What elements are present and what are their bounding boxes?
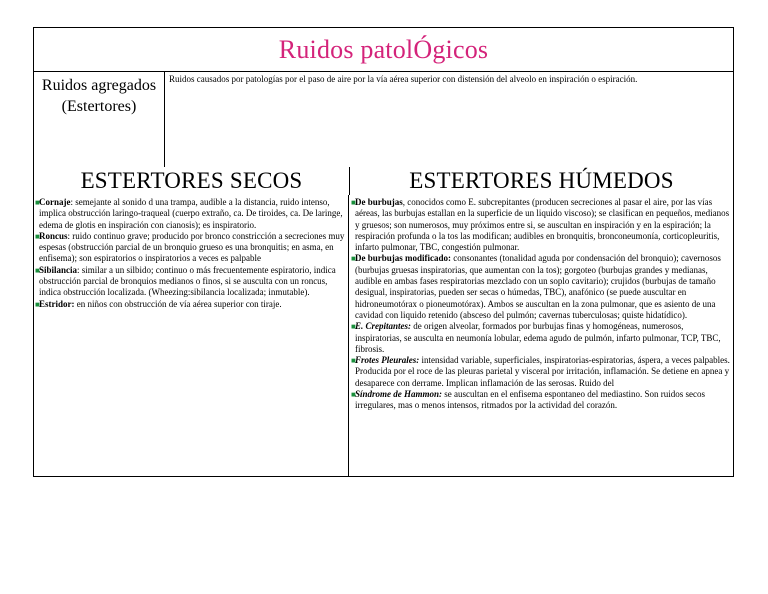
- item-term: Síndrome de Hammon:: [355, 389, 443, 400]
- item-term: De burbujas modificado:: [355, 253, 452, 264]
- title-row: [34, 28, 733, 72]
- document-table: [33, 27, 734, 477]
- list-item: [36, 299, 345, 310]
- list-item: [352, 389, 730, 412]
- header-secos: ESTERTORES SECOS: [34, 167, 350, 195]
- bullet-icon: ■: [351, 356, 356, 366]
- bullet-icon: ■: [351, 390, 356, 400]
- secos-column: [34, 195, 349, 476]
- bullet-icon: ■: [35, 299, 40, 309]
- item-term: Sibilancia: [39, 264, 78, 275]
- item-text: : semejante al sonido d una trampa, audible a la distancia, ruido intenso, implica obstrucción laringo-traqueal (cuerpo extraño, ca. De tiroides, ca. De laringe, edema de glotis en inspiración con cianosis); es inspiratorio.: [39, 197, 343, 230]
- item-text: : similar a un silbido; continuo o más frecuentemente espiratorio, indica obstrucción parcial de bronquios medianos o finos, si se ausculta con un roncus, indica obstrucción localizada. (Wheezing:sibilancia localizada; inmutable).: [39, 264, 336, 298]
- bullet-icon: ■: [35, 231, 40, 241]
- item-text: : ruido continuo grave; producido por bronco constricción a secreciones muy espesas (obstrucción parcial de un bronquio grueso es una bronquitis; en asma, en enfisema); son espiratorios o inspiratorios a veces es palpable: [39, 230, 345, 264]
- item-text: consonantes (tonalidad aguda por condensación del bronquio); cavernosos (burbujas gruesas inspiratorias, que aumentan con la tos); gorgoteo (burbujas grandes y medianas, audible en ambas fases respiratorias mezclado con un soplo cavitario); crujidos (burbujas de tamaño desigual, inspiratorias, pueden ser secas o húmedas, TBC), anafónico (se puede auscultar en hidroneumotórax o pioneumotórax). Ambos se auscultan en la zona pulmonar, que es asiento de una cavidad con liquido retenido (absceso del pulmón; cavernas tuberculosas; quiste hidatídico).: [355, 253, 721, 320]
- list-item: [36, 197, 345, 231]
- definition-label: Ruidos agregados (Estertores): [41, 77, 157, 115]
- header-humedos: ESTERTORES HÚMEDOS: [409, 168, 674, 193]
- list-item: [352, 253, 730, 321]
- list-item: [352, 197, 730, 253]
- content-columns: [34, 195, 733, 476]
- item-term: E. Crepitantes:: [355, 321, 412, 332]
- item-text: en niños con obstrucción de vía aérea superior con tiraje.: [74, 298, 282, 309]
- item-text: se auscultan en el enfisema espontaneo del mediastino. Son ruidos secos irregulares, mas o menos intensos, ritmados por la actividad del corazón.: [355, 389, 705, 411]
- bullet-icon: ■: [351, 254, 356, 264]
- definition-text-cell: Ruidos causados por patologías por el paso de aire por la vía aérea superior con distensión del alveolo en inspiración o espiración.: [169, 74, 638, 84]
- page-title: Ruidos patolÓgicos: [278, 34, 489, 64]
- definition-label-cell: [34, 71, 165, 167]
- column-headers: [34, 167, 733, 195]
- bullet-icon: ■: [351, 322, 356, 332]
- item-text: intensidad variable, superficiales, inspiratorias-espiratorias, áspera, a veces palpables. Producida por el roce de las pleuras parietal y visceral por irritación, inflamación. Se detiene en apnea y desaparece con derrame. Implican inflamación de las serosas. Ruido del: [355, 355, 730, 388]
- item-term: De burbujas: [355, 197, 403, 207]
- bullet-icon: ■: [35, 265, 40, 275]
- item-term: Cornaje: [39, 197, 71, 207]
- bullet-icon: ■: [351, 198, 356, 207]
- item-term: Roncus: [39, 230, 68, 241]
- bullet-icon: ■: [35, 198, 40, 207]
- item-text: , conocidos como E. subcrepitantes (producen secreciones al pasar el aire, por las vías aéreas, las burbujas estallan en la superficie de un liquido viscoso); se clasifican en pequeños, medianos y gruesos; son numerosos, muy próximos entre si, se auscultan en inspiración y en la espiración; la respiración profunda o la tos las modifican; audibles en bronquitis, bronconeumonía, corticopleuritis, infarto pulmonar, TBC, congestión pulmonar.: [355, 197, 730, 253]
- list-item: [352, 321, 730, 355]
- item-text: de origen alveolar, formados por burbujas finas y homogéneas, numerosos, inspiratorias, se ausculta en neumonía lobular, edema agudo de pulmón, infarto pulmonar, TCP, TBC, fibrosis.: [355, 321, 721, 354]
- list-item: [352, 355, 730, 389]
- humedos-column: [350, 195, 733, 476]
- list-item: [36, 265, 345, 299]
- list-item: [36, 231, 345, 265]
- item-term: Estridor:: [39, 298, 75, 309]
- item-term: Frotes Pleurales:: [355, 355, 420, 366]
- definition-row: [34, 71, 733, 167]
